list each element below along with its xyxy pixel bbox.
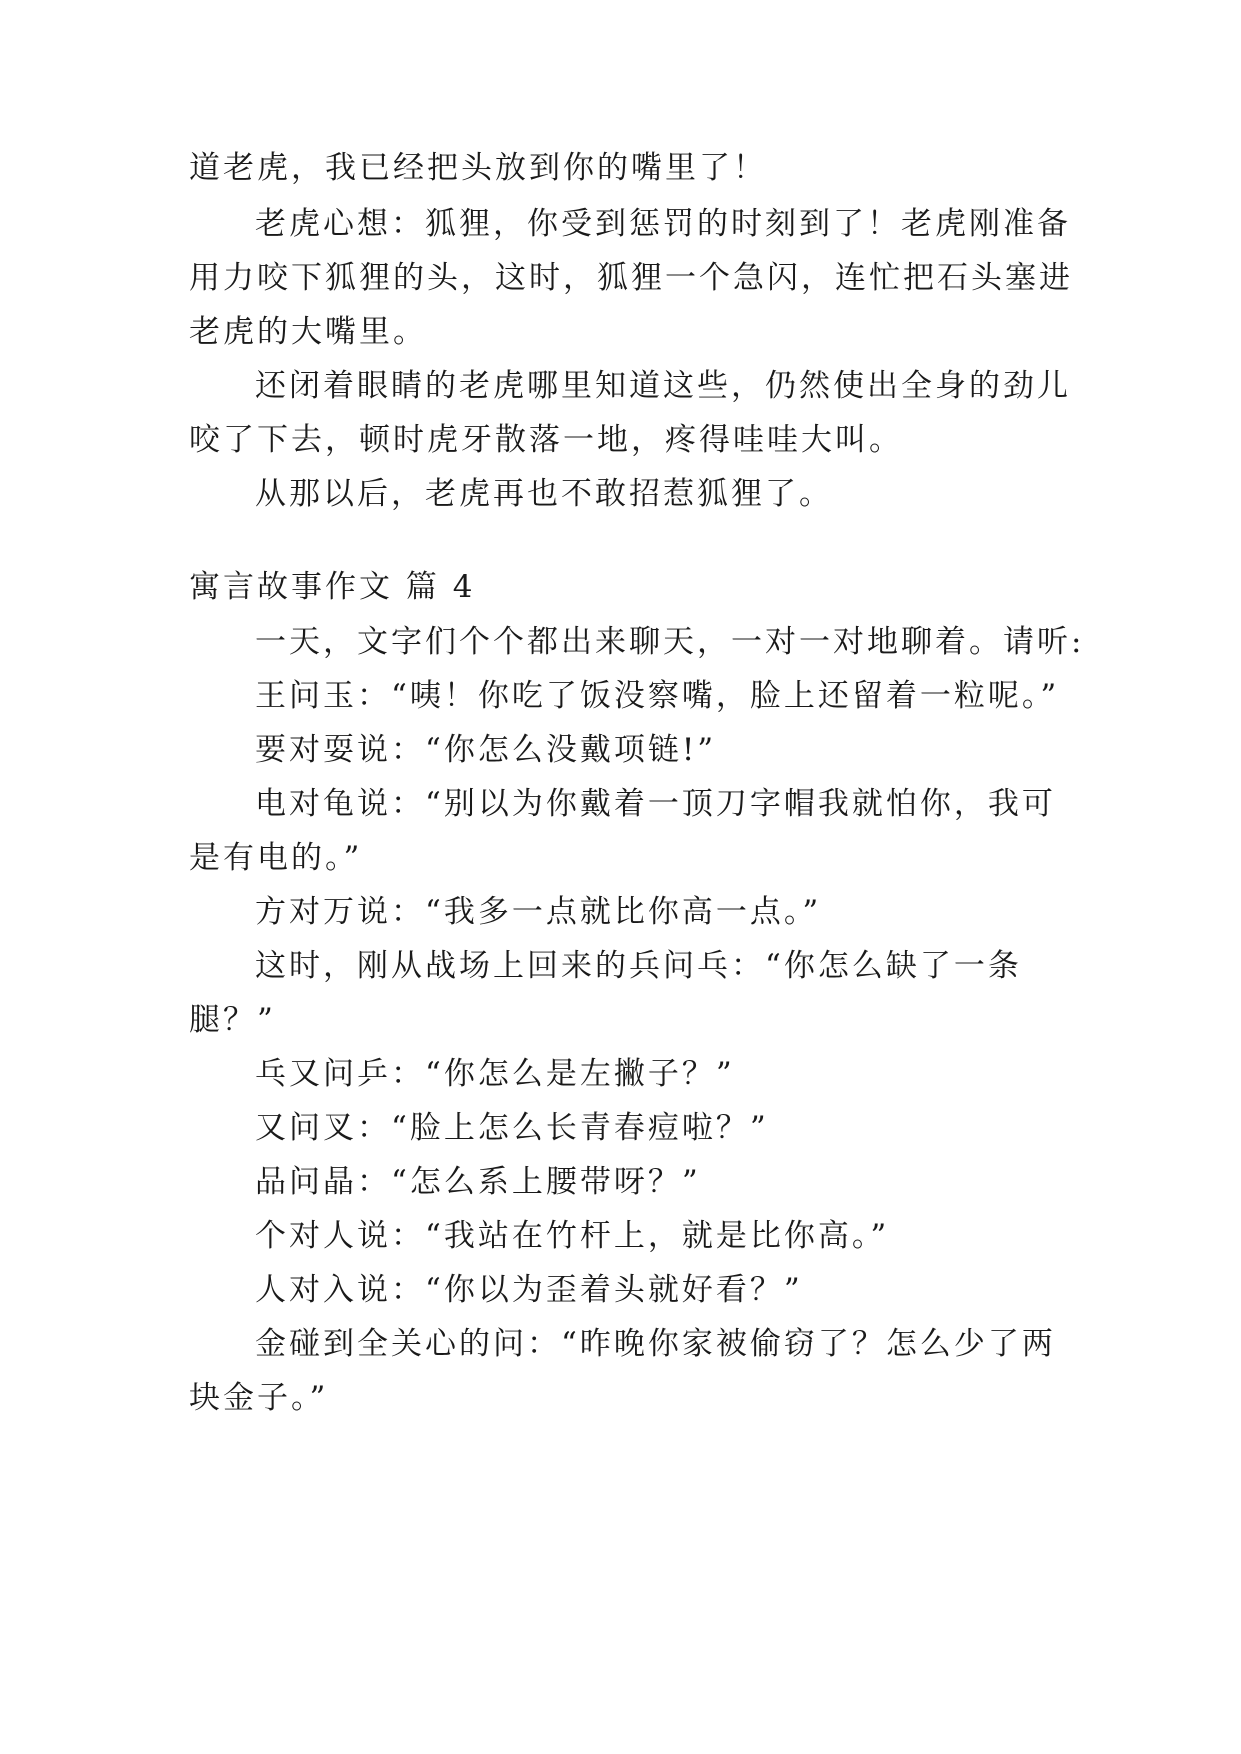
- dialogue-line: 人对入说：“你以为歪着头就好看？”: [255, 1272, 803, 1308]
- dialogue-line: 块金子。”: [189, 1380, 329, 1416]
- dialogue-line: 这时，刚从战场上回来的兵问乓：“你怎么缺了一条: [255, 948, 1022, 984]
- paragraph-line: 从那以后，老虎再也不敢招惹狐狸了。: [255, 476, 833, 512]
- dialogue-line: 个对人说：“我站在竹杆上，就是比你高。”: [255, 1218, 890, 1254]
- dialogue-line: 要对耍说：“你怎么没戴项链!”: [255, 732, 717, 768]
- paragraph-line: 老虎心想：狐狸，你受到惩罚的时刻到了！老虎刚准备: [255, 206, 1071, 242]
- dialogue-line: 品问晶：“怎么系上腰带呀？”: [255, 1164, 701, 1200]
- dialogue-line: 方对万说：“我多一点就比你高一点。”: [255, 894, 822, 930]
- paragraph-line: 咬了下去，顿时虎牙散落一地，疼得哇哇大叫。: [189, 422, 903, 458]
- section-heading: 寓言故事作文 篇 4: [189, 569, 476, 605]
- paragraph-line: 用力咬下狐狸的头，这时，狐狸一个急闪，连忙把石头塞进: [189, 260, 1073, 296]
- dialogue-line: 又问叉：“脸上怎么长青春痘啦？”: [255, 1110, 769, 1146]
- dialogue-line: 是有电的。”: [189, 840, 363, 876]
- paragraph-continuation-line: 道老虎，我已经把头放到你的嘴里了！: [189, 150, 767, 186]
- paragraph-line: 还闭着眼睛的老虎哪里知道这些，仍然使出全身的劲儿: [255, 368, 1071, 404]
- paragraph-line: 老虎的大嘴里。: [189, 314, 427, 350]
- dialogue-line: 王问玉：“咦！你吃了饭没察嘴，脸上还留着一粒呢。”: [255, 678, 1060, 714]
- dialogue-line: 腿？”: [189, 1002, 276, 1038]
- paragraph-line: 一天，文字们个个都出来聊天，一对一对地聊着。请听:: [255, 624, 1085, 660]
- dialogue-line: 金碰到全关心的问：“昨晚你家被偷窃了？怎么少了两: [255, 1326, 1056, 1362]
- dialogue-line: 电对龟说：“别以为你戴着一顶刀字帽我就怕你，我可: [255, 786, 1056, 822]
- dialogue-line: 乓又问乒：“你怎么是左撇子？”: [255, 1056, 735, 1092]
